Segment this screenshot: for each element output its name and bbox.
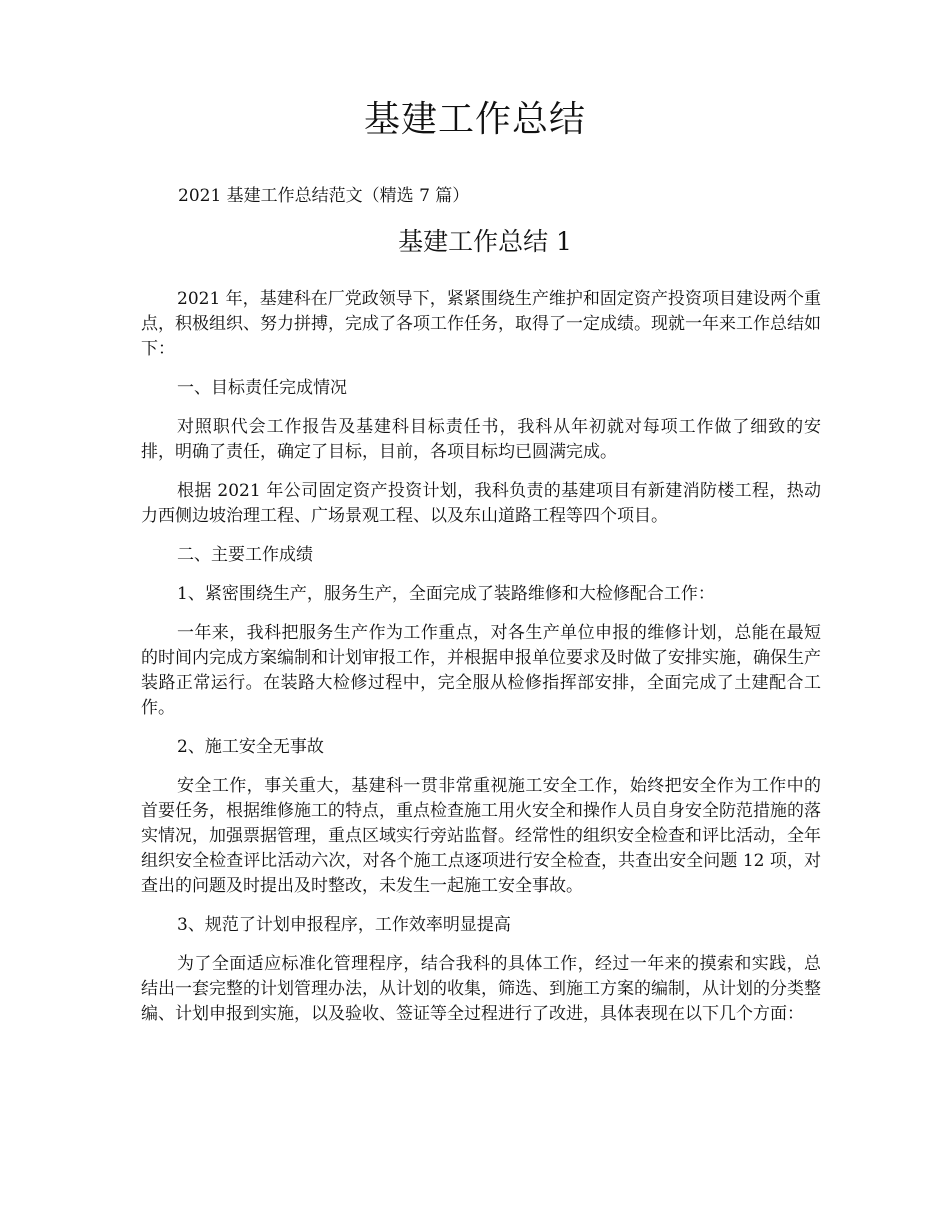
heading-target-responsibility: 一、目标责任完成情况 (177, 378, 347, 398)
paragraph-construction-safety: 安全工作，事关重大，基建科一贯非常重视施工安全工作，始终把安全作为工作中的首要任务，根据维修施工的特点，重点检查施工用火安全和操作人员自身安全防范措施的落实情况，加强票据管理，重点区域实行旁站监督。经常性的组织安全检查和评比活动，全年组织安全检查评比活动六次，对各个施工点逐项进行安全检查，共查出安全问题 12 项，对查出的问题及时提出及时整改，未发生一起施工安全事故。 (141, 776, 821, 896)
heading-main-achievements: 二、主要工作成绩 (177, 545, 313, 565)
paragraph-serve-production: 一年来，我科把服务生产作为工作重点，对各生产单位申报的维修计划，总能在最短的时间内完成方案编制和计划审报工作，并根据申报单位要求及时做了安排实施，确保生产装路正常运行。在装路大检修过程中，完全服从检修指挥部安排，全面完成了土建配合工作。 (141, 623, 821, 718)
paragraph-plan-procedure: 为了全面适应标准化管理程序，结合我科的具体工作，经过一年来的摸索和实践，总结出一套完整的计划管理办法，从计划的收集，筛选、到施工方案的编制，从计划的分类整编、计划申报到实施，以及验收、签证等全过程进行了改进，具体表现在以下几个方面： (141, 954, 821, 1024)
subheading-plan-procedure: 3、规范了计划申报程序，工作效率明显提高 (177, 915, 511, 935)
paragraph-intro: 2021 年，基建科在厂党政领导下，紧紧围绕生产维护和固定资产投资项目建设两个重点，积极组织、努力拼搏，完成了各项工作任务，取得了一定成绩。现就一年来工作总结如下： (141, 289, 821, 359)
document-subtitle: 2021 基建工作总结范文（精选 7 篇） (178, 186, 470, 206)
paragraph-target-detail: 对照职代会工作报告及基建科目标责任书，我科从年初就对每项工作做了细致的安排，明确了责任，确定了目标，目前，各项目标均已圆满完成。 (141, 417, 821, 462)
document-title: 基建工作总结 (363, 99, 586, 140)
paragraph-investment-plan: 根据 2021 年公司固定资产投资计划，我科负责的基建项目有新建消防楼工程，热动力西侧边坡治理工程、广场景观工程、以及东山道路工程等四个项目。 (141, 481, 821, 526)
subheading-construction-safety: 2、施工安全无事故 (177, 737, 324, 757)
document-body (141, 287, 821, 1041)
section-title: 基建工作总结 1 (398, 227, 572, 256)
subheading-serve-production: 1、紧密围绕生产，服务生产，全面完成了装路维修和大检修配合工作： (177, 584, 715, 604)
